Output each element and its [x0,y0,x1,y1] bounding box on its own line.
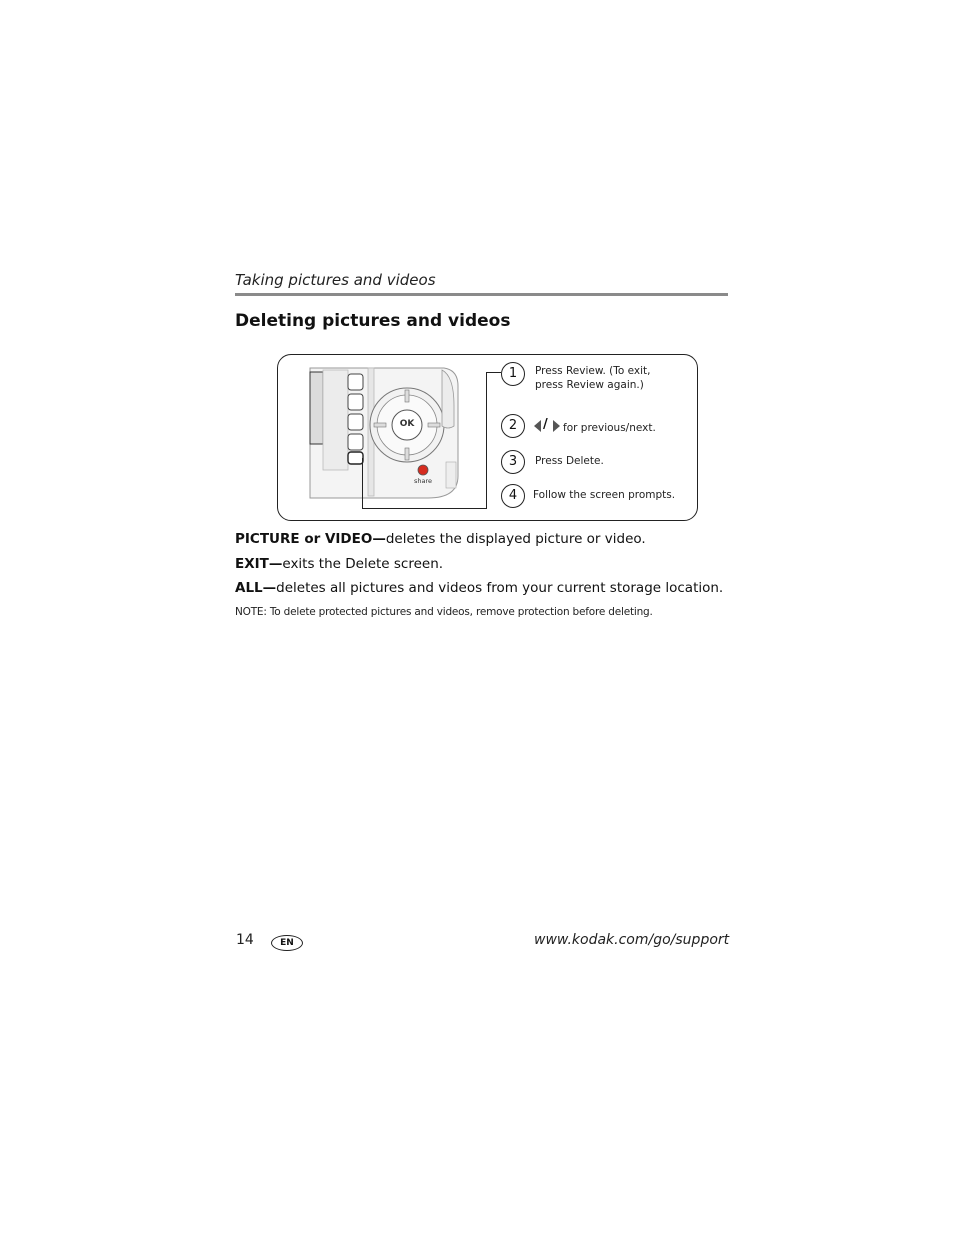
definition-term: EXIT— [235,556,283,572]
definition-all [235,580,723,596]
definition-desc: deletes all pictures and videos from your current storage location. [276,580,724,596]
callout-line-bottom [362,508,487,509]
left-right-arrows [534,419,560,433]
page-number: 14 [236,932,254,948]
step-4-number: 4 [501,484,525,508]
definition-desc: exits the Delete screen. [282,556,444,572]
step-3-text: Press Delete. [535,455,604,467]
step-2-number: 2 [501,414,525,438]
callout-line-button [362,458,363,509]
step-2-text: for previous/next. [563,422,656,434]
arrow-separator: / [543,417,548,432]
step-1-text: Press Review. (To exit, press Review again.) [535,365,651,391]
definition-term: ALL— [235,580,277,596]
share-label: share [413,477,433,485]
language-badge: EN [271,935,303,951]
step-3-number: 3 [501,450,525,474]
page-heading: Deleting pictures and videos [235,311,511,331]
callout-line-top [486,372,501,373]
definition-desc: deletes the displayed picture or video. [385,531,646,547]
camera-back-illustration [308,366,461,500]
section-title: Taking pictures and videos [235,271,436,289]
header-rule [235,293,728,296]
note-text: NOTE: To delete protected pictures and videos, remove protection before deleting. [235,606,653,618]
step-1-number: 1 [501,362,525,386]
callout-line-vertical [486,372,487,509]
step-4-text: Follow the screen prompts. [533,489,676,501]
definition-picture-or-video [235,531,646,547]
definition-exit [235,556,443,572]
support-url[interactable]: www.kodak.com/go/support [534,932,730,948]
ok-label: OK [399,419,415,429]
definition-term: PICTURE or VIDEO— [235,531,386,547]
